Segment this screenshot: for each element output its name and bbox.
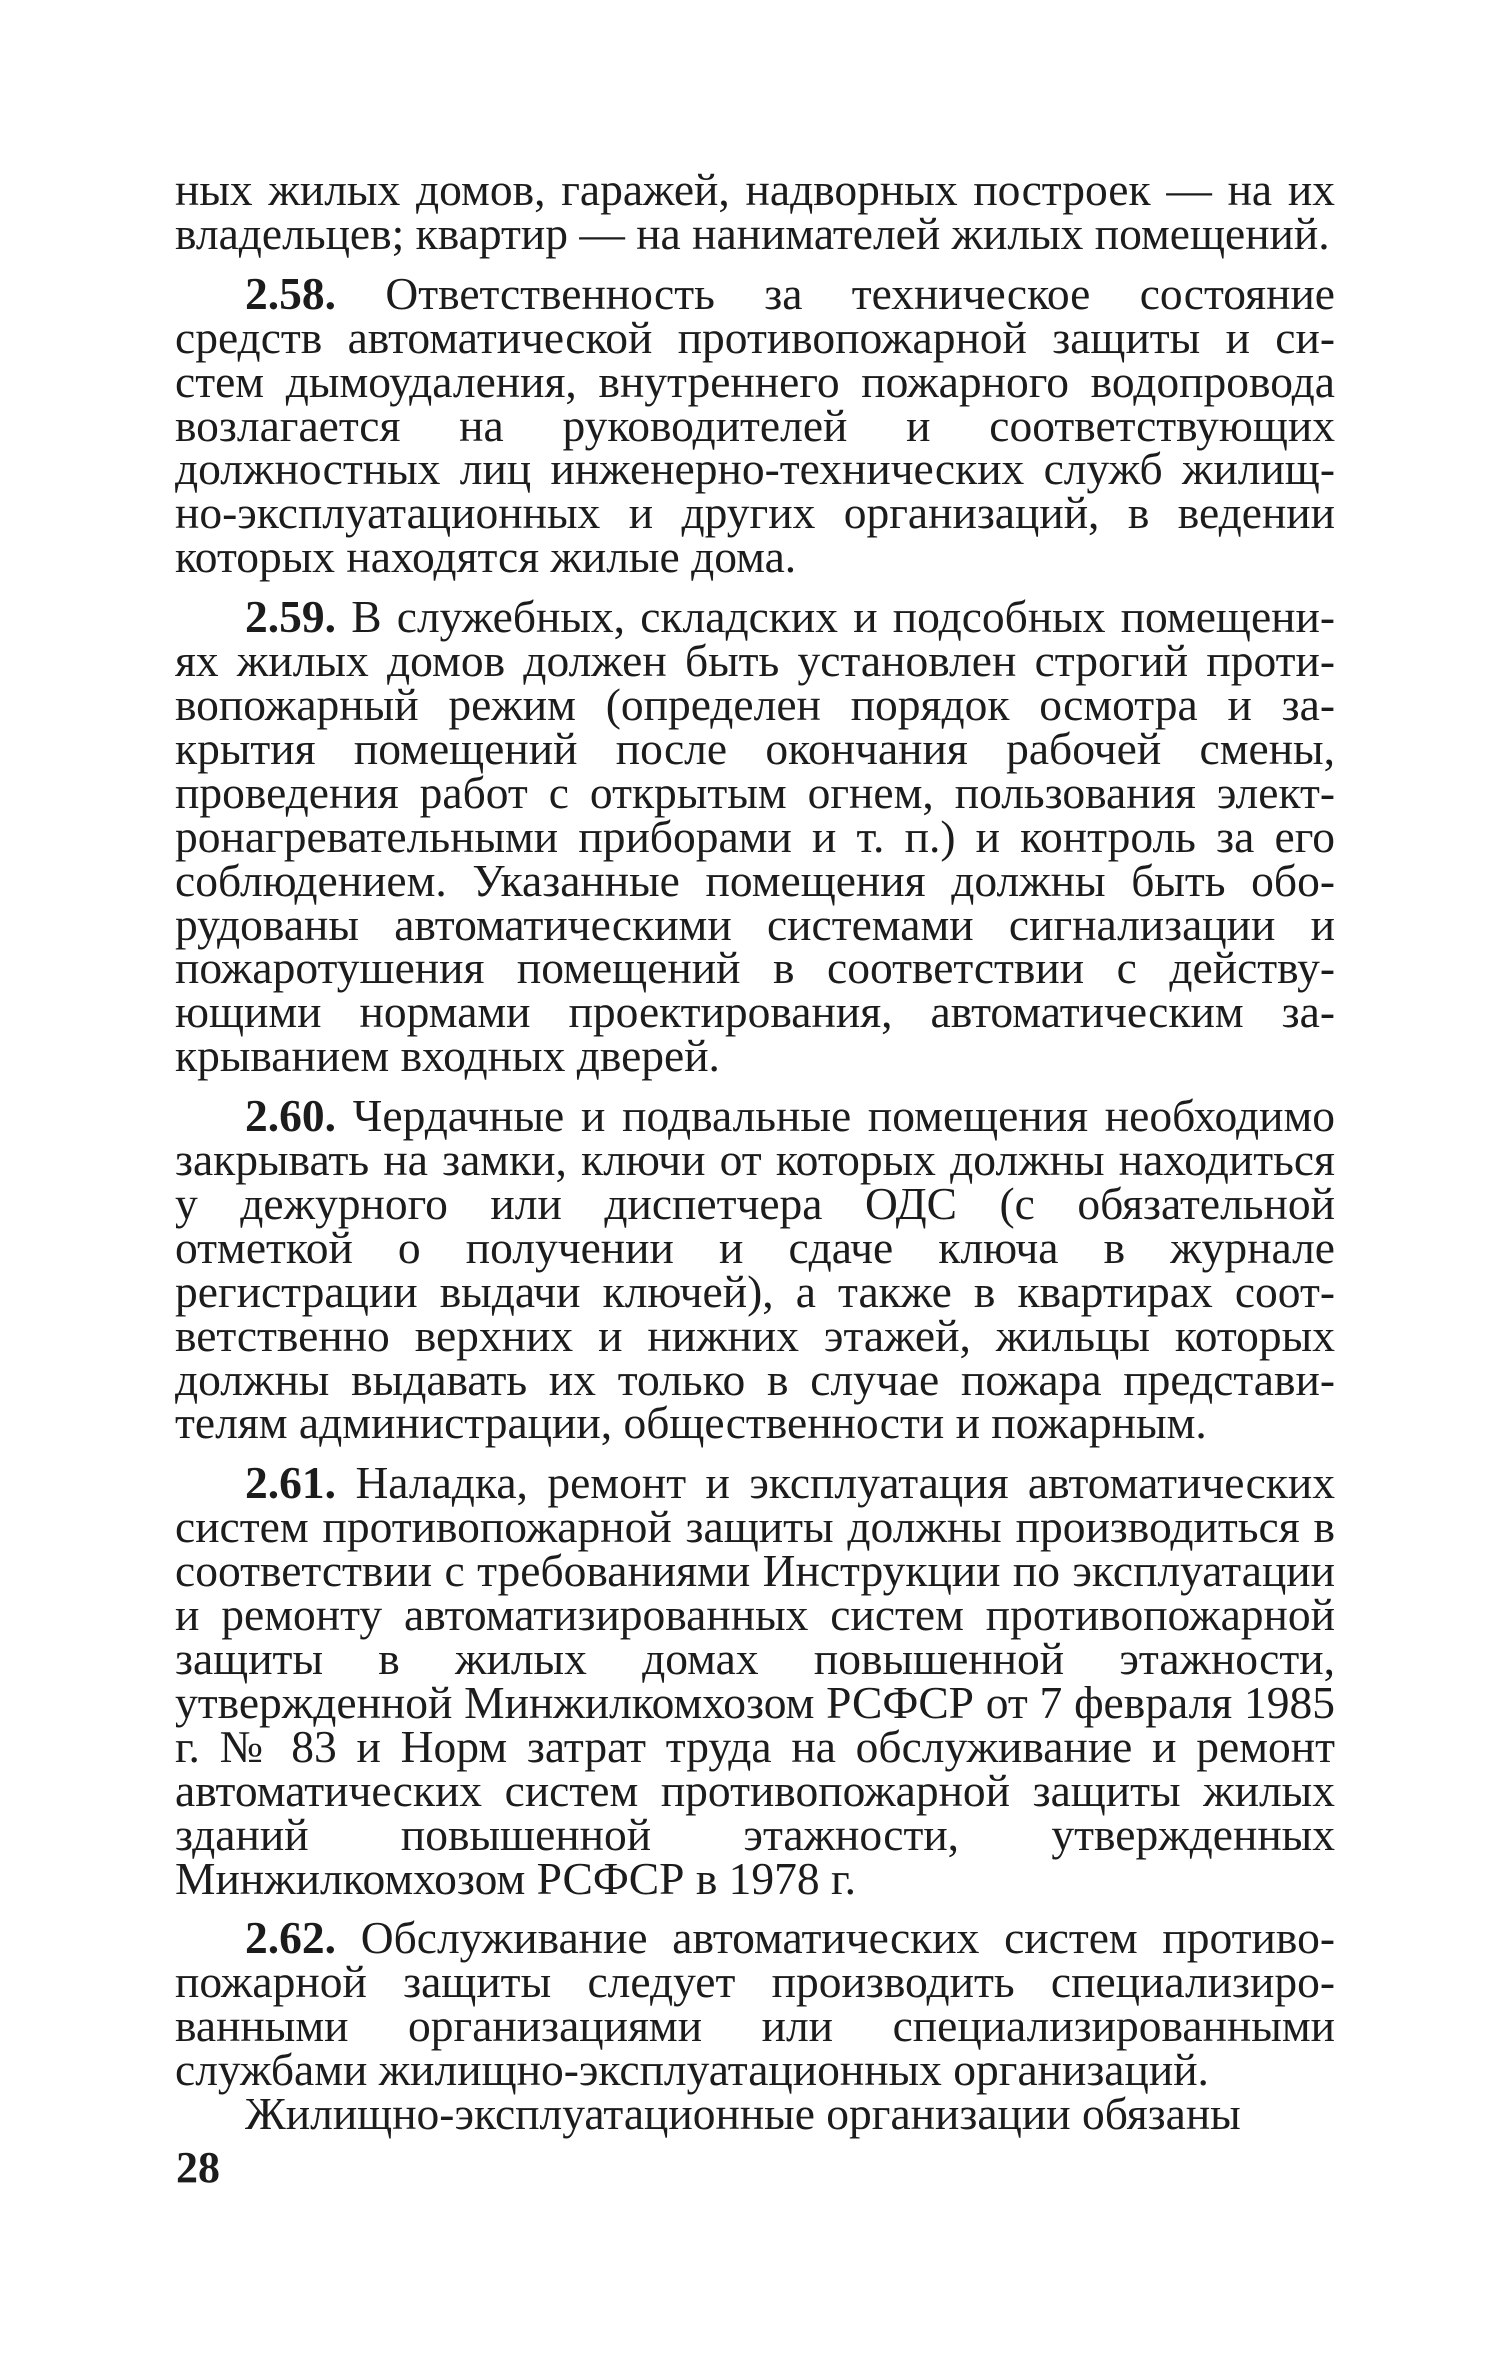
paragraph-continuation bbox=[175, 164, 1335, 259]
paragraph-number: 2.59. bbox=[245, 591, 336, 643]
paragraph-number: 2.60. bbox=[245, 1090, 336, 1142]
paragraph-2-58 bbox=[175, 267, 1335, 583]
paragraph-2-60 bbox=[175, 1090, 1335, 1449]
paragraph-continued-next-page bbox=[175, 2088, 1335, 2140]
paragraph-2-59 bbox=[175, 591, 1335, 1082]
paragraph-text: ных жилых домов, гаражей, надворных построек — на их владельцев; квартир — на нанимателей жилых помещений. bbox=[175, 164, 1335, 259]
paragraph-number: 2.58. bbox=[245, 267, 336, 319]
paragraph-text: В служебных, складских и подсобных помещениях жилых домов должен быть установлен строгий противопожарный режим (определен порядок осмотра и закрытия помещений после окончания рабочей смены, проведения работ с открытым огнем, пользования электронагревательными приборами и т. п.) и контроль за его соблюдением. Указанные помещения должны быть оборудованы автоматическими системами сигнализации и пожаротушения помещений в соответствии с действующими нормами проектирования, автоматическим закрыванием входных дверей. bbox=[175, 591, 1335, 1082]
paragraph-2-62 bbox=[175, 1912, 1335, 2096]
paragraph-text: Наладка, ремонт и эксплуатация автоматических систем противопожарной защиты должны производиться в соответствии с требованиями Инструкции по эксплуатации и ремонту автоматизированных систем противопожарной защиты в жилых домах повышенной этажности, утвержденной Минжилкомхозом РСФСР от 7 февраля 1985 г. № 83 и Норм затрат труда на обслуживание и ремонт автоматических систем противопожарной защиты жилых зданий повышенной этажности, утвержденных Минжилкомхозом РСФСР в 1978 г. bbox=[175, 1457, 1335, 1904]
paragraph-2-61 bbox=[175, 1457, 1335, 1904]
document-body bbox=[175, 164, 1335, 2140]
paragraph-number: 2.61. bbox=[245, 1457, 336, 1509]
paragraph-text: Чердачные и подвальные помещения необходимо закрывать на замки, ключи от которых должны находиться у дежурного или диспетчера ОДС (с обязательной отметкой о получении и сдаче ключа в журнале регистрации выдачи ключей), а также в квартирах соответственно верхних и нижних этажей, жильцы которых должны выдавать их только в случае пожара представителям администрации, общественности и пожарным. bbox=[175, 1090, 1335, 1449]
paragraph-text: Жилищно-эксплуатационные организации обязаны bbox=[245, 2088, 1241, 2140]
paragraph-text: Обслуживание автоматических систем противопожарной защиты следует производить специализированными организациями или специализированными службами жилищно-эксплуатационных организаций. bbox=[175, 1912, 1335, 2096]
paragraph-number: 2.62. bbox=[245, 1912, 336, 1964]
paragraph-text: Ответственность за техническое состояние средств автоматической противопожарной защиты и систем дымоудаления, внутреннего пожарного водопровода возлагается на руководителей и соответствующих должностных лиц инженерно-технических служб жилищно-эксплуатационных и других организаций, в ведении которых находятся жилые дома. bbox=[175, 267, 1335, 583]
page-number: 28 bbox=[176, 2143, 220, 2192]
